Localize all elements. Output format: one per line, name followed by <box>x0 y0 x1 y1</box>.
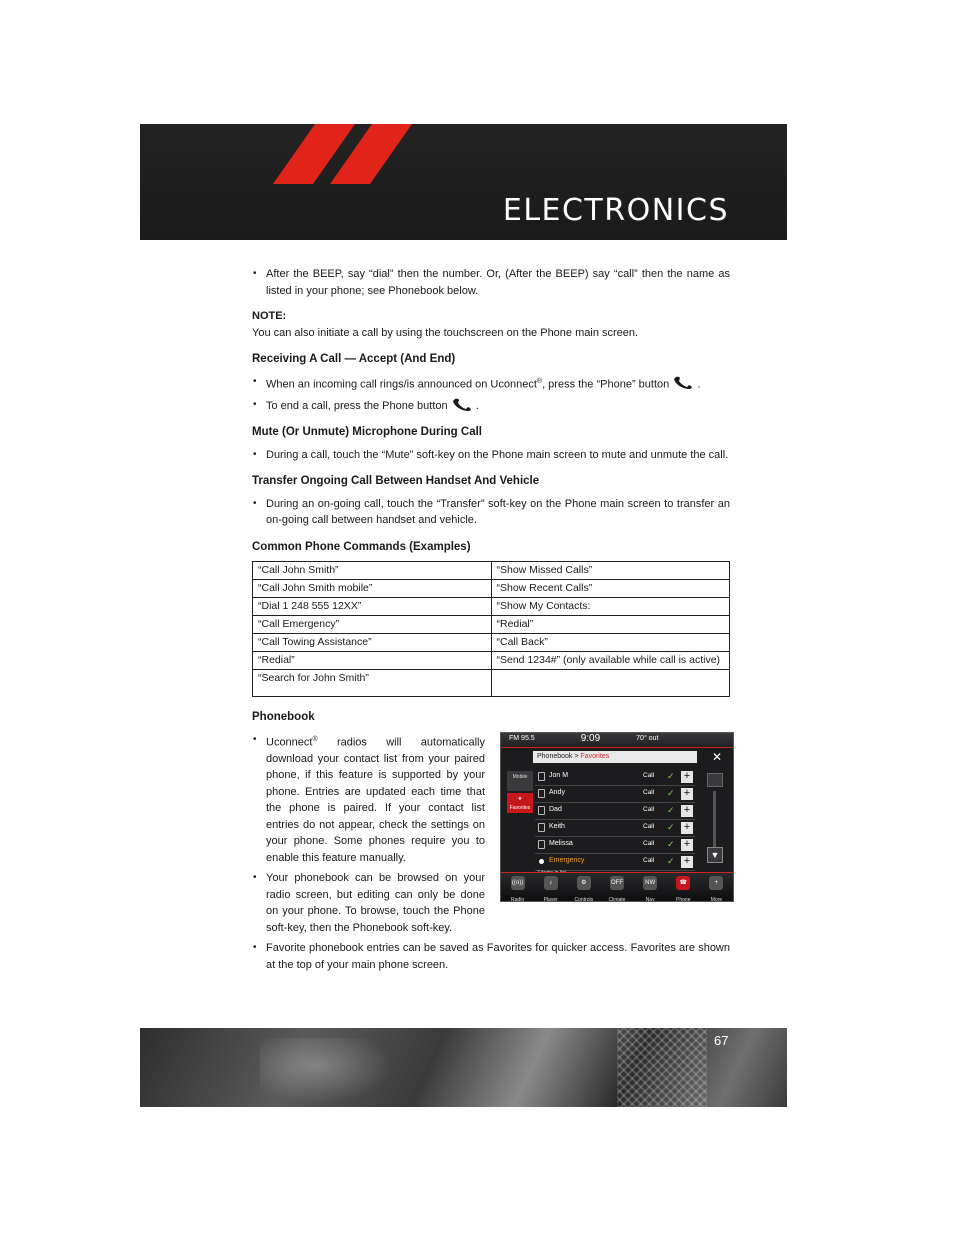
gear-icon: ⚙ <box>577 876 591 890</box>
bullet-text: radios will automatically download your contact list from your paired phone, if this feature is supported by your phone. Entries are updated each time that the phone is paired. If your contact list entries do not appear, check the settings on your phone. Some phones require you to enable this feature manually. <box>266 736 485 864</box>
table-cell: “Redial” <box>491 616 730 634</box>
contact-name: Andy <box>549 789 565 797</box>
phonebook-section <box>252 732 730 937</box>
phonebook-text-column <box>252 732 485 937</box>
registered-mark: ® <box>536 377 543 385</box>
add-icon: + <box>681 771 693 783</box>
dock-label: Player <box>543 896 558 902</box>
call-label: Call <box>643 806 655 814</box>
table-row <box>253 670 730 697</box>
contact-row <box>535 820 695 837</box>
note-label: NOTE: <box>252 310 287 322</box>
bullet-text: During a call, touch the “Mute” soft-key on the Phone main screen to mute and unmute the call. <box>266 448 729 461</box>
status-bar <box>501 733 733 748</box>
bullet-text: , press the “Phone” button <box>542 378 670 391</box>
bullet-text: . <box>475 399 479 412</box>
table-row <box>253 598 730 616</box>
table-cell: “Dial 1 248 555 12XX” <box>253 598 492 616</box>
radio-station: FM 95.5 <box>509 735 535 743</box>
contact-name: Melissa <box>549 840 573 848</box>
contact-row <box>535 786 695 803</box>
tab-favorites: ★ Favorites <box>507 793 533 813</box>
phone-icon: ☎ <box>676 876 690 890</box>
breadcrumb-favorites: Favorites <box>580 752 610 760</box>
table-cell: “Call John Smith mobile” <box>253 580 492 598</box>
clock: 9:09 <box>580 733 601 745</box>
call-label: Call <box>643 857 655 865</box>
note-text: You can also initiate a call by using the touchscreen on the Phone main screen. <box>252 326 639 339</box>
chapter-header <box>140 124 787 240</box>
dock-nav <box>634 873 667 901</box>
bullet-item <box>252 266 730 299</box>
bullet-item <box>252 447 730 464</box>
tab-label: Mobile <box>512 773 528 780</box>
bullet-item <box>252 397 730 415</box>
dock-label: Radio <box>511 896 525 902</box>
call-check-icon: ✓ <box>667 788 675 799</box>
contact-list <box>535 769 695 871</box>
call-check-icon: ✓ <box>667 839 675 850</box>
commands-table <box>252 561 730 697</box>
dock-controls <box>567 873 600 901</box>
table-row <box>253 634 730 652</box>
dock-label: Controls <box>574 896 594 902</box>
bullet-text: Your phonebook can be browsed on your radio screen, but editing can only be done on your phone. To browse, touch the Phone soft-key, then the Phonebook soft-key. <box>266 872 485 934</box>
dock-radio <box>501 873 534 901</box>
phone-icon <box>672 375 694 389</box>
section-heading-commands: Common Phone Commands (Examples) <box>252 540 471 553</box>
scroll-up-icon <box>707 773 723 787</box>
scroll-track <box>713 791 716 847</box>
add-icon: + <box>681 856 693 868</box>
add-icon: + <box>681 822 693 834</box>
dock-label: Phone <box>676 896 691 902</box>
contact-row <box>535 769 695 786</box>
table-row <box>253 616 730 634</box>
dock-player <box>534 873 567 901</box>
call-label: Call <box>643 840 655 848</box>
tab-mobile <box>507 771 533 791</box>
phone-type-icon <box>538 840 545 849</box>
call-label: Call <box>643 823 655 831</box>
footer-photo-texture <box>260 1038 400 1107</box>
call-check-icon: ✓ <box>667 771 675 782</box>
bottom-dock <box>501 872 733 901</box>
section-heading-transfer: Transfer Ongoing Call Between Handset And Vehicle <box>252 475 540 488</box>
bullet-item <box>252 496 730 529</box>
add-icon: + <box>681 805 693 817</box>
bullet-text: Uconnect <box>266 736 313 749</box>
phone-type-icon <box>538 823 545 832</box>
dot-icon <box>539 859 544 864</box>
bullet-text: During an on-going call, touch the “Transfer” soft-key on the Phone main screen to transfer an on-going call between handset and vehicle. <box>266 497 730 527</box>
call-check-icon: ✓ <box>667 856 675 867</box>
table-cell: “Search for John Smith” <box>253 670 492 697</box>
climate-icon: OFF <box>610 876 624 890</box>
dock-phone <box>667 873 700 901</box>
table-row <box>253 562 730 580</box>
call-label: Call <box>643 772 655 780</box>
table-cell: “Call Towing Assistance” <box>253 634 492 652</box>
table-cell <box>491 670 730 697</box>
table-cell: “Send 1234#” (only available while call is active) <box>491 652 730 670</box>
contact-name: Keith <box>549 823 565 831</box>
table-cell: “Call Back” <box>491 634 730 652</box>
page-number: 67 <box>714 1033 729 1048</box>
bullet-item <box>252 870 485 936</box>
table-cell: “Show Recent Calls” <box>491 580 730 598</box>
bullet-text: . <box>697 378 701 391</box>
bullet-item <box>252 940 730 973</box>
phone-type-icon <box>538 772 545 781</box>
table-cell: “Call Emergency” <box>253 616 492 634</box>
dock-label: Climate <box>608 896 626 902</box>
contact-name: Dad <box>549 806 562 814</box>
phonebook-tabs <box>507 771 533 815</box>
outside-temperature: 70° out <box>636 735 659 743</box>
plus-icon: + <box>709 876 723 890</box>
contact-name: Jon M <box>549 772 569 780</box>
close-icon: ✕ <box>711 749 723 764</box>
table-cell: “Redial” <box>253 652 492 670</box>
table-cell: “Show Missed Calls” <box>491 562 730 580</box>
contact-name: Emergency <box>549 857 585 865</box>
dock-label: Nav <box>645 896 655 902</box>
home-icon <box>538 789 545 798</box>
tab-label: Favorites <box>509 804 531 811</box>
call-label: Call <box>643 789 655 797</box>
uconnect-phonebook-screenshot <box>500 732 734 902</box>
dock-label: More <box>710 896 723 902</box>
chapter-title: ELECTRONICS <box>502 193 729 228</box>
footer-photo-banner <box>140 1028 787 1107</box>
bullet-item <box>252 732 485 867</box>
table-row <box>253 580 730 598</box>
registered-mark: ® <box>312 735 318 743</box>
call-check-icon: ✓ <box>667 805 675 816</box>
bullet-text: When an incoming call rings/is announced on Uconnect <box>266 378 537 391</box>
table-cell: “Call John Smith” <box>253 562 492 580</box>
bullet-text: After the BEEP, say “dial” then the number. Or, (After the BEEP) say “call” then the name as listed in your phone; see Phonebook below. <box>266 268 730 297</box>
dock-more <box>700 873 733 901</box>
contact-row <box>535 803 695 820</box>
compass-icon: NW <box>643 876 657 890</box>
table-row <box>253 652 730 670</box>
table-cell: “Show My Contacts: <box>491 598 730 616</box>
section-heading-receiving: Receiving A Call — Accept (And End) <box>252 353 456 365</box>
bullet-item <box>252 374 730 393</box>
dock-climate <box>600 873 633 901</box>
breadcrumb <box>533 751 697 763</box>
footer-photo-texture <box>617 1028 707 1107</box>
add-icon: + <box>681 788 693 800</box>
breadcrumb-phonebook: Phonebook > <box>537 752 579 760</box>
section-heading-phonebook: Phonebook <box>252 711 315 724</box>
scroll-down-icon: ▼ <box>707 847 723 863</box>
phone-icon <box>451 397 473 411</box>
bullet-text: Favorite phonebook entries can be saved as Favorites for quicker access. Favorites are shown at the top of your main phone screen. <box>266 942 730 971</box>
phone-type-icon <box>538 806 545 815</box>
call-check-icon: ✓ <box>667 822 675 833</box>
radio-icon: ((o)) <box>511 876 525 890</box>
bullet-text: To end a call, press the Phone button <box>266 399 448 412</box>
music-note-icon: ♪ <box>544 876 558 890</box>
page-content <box>252 266 730 977</box>
add-icon: + <box>681 839 693 851</box>
section-heading-mute: Mute (Or Unmute) Microphone During Call <box>252 426 482 439</box>
scrollbar <box>707 773 723 865</box>
contact-row <box>535 837 695 854</box>
